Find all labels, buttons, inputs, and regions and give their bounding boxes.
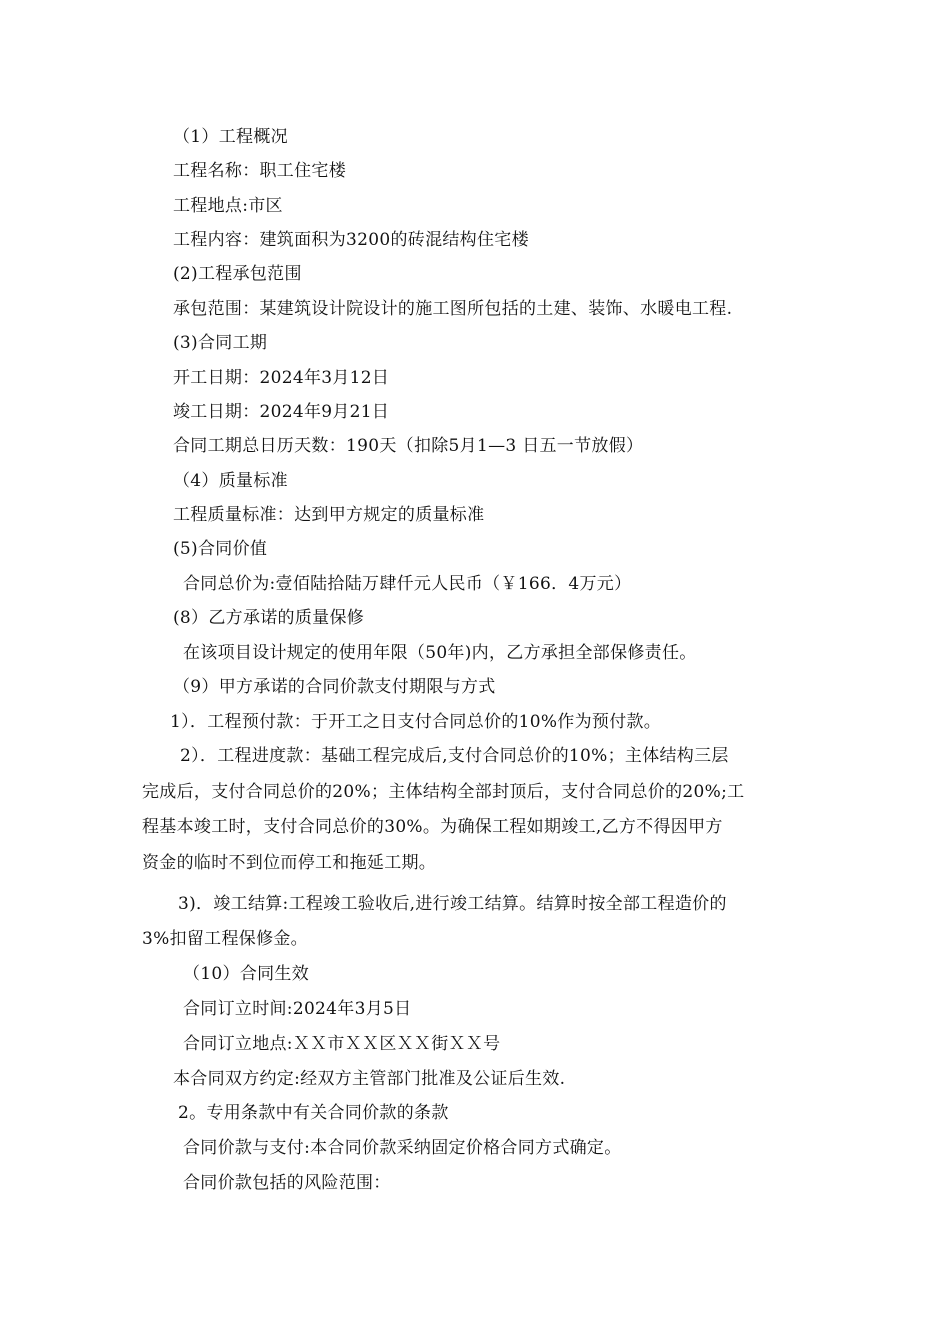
section-heading-payment-terms: （9）甲方承诺的合同价款支付期限与方式 <box>173 677 496 697</box>
project-name-line: 工程名称：职工住宅楼 <box>173 161 346 181</box>
section-heading-quality-standard: （4）质量标准 <box>173 471 288 491</box>
start-date-line: 开工日期：2024年3月12日 <box>173 368 390 388</box>
completion-date-line: 竣工日期：2024年9月21日 <box>173 402 390 422</box>
effective-condition-line: 本合同双方约定:经双方主管部门批准及公证后生效. <box>173 1069 566 1089</box>
contract-scope-line: 承包范围：某建筑设计院设计的施工图所包括的土建、装饰、水暖电工程. <box>173 299 733 319</box>
total-days-line: 合同工期总日历天数：190天（扣除5月1—3 日五一节放假） <box>173 436 644 456</box>
project-location-line: 工程地点:市区 <box>173 196 283 216</box>
progress-payment-line-4: 资金的临时不到位而停工和拖延工期。 <box>142 853 437 873</box>
section-heading-contract-effect: （10）合同生效 <box>183 964 310 984</box>
progress-payment-line-3: 程基本竣工时，支付合同总价的30%。为确保工程如期竣工,乙方不得因甲方 <box>142 817 723 837</box>
progress-payment-line-1: 2）．工程进度款：基础工程完成后,支付合同总价的10%；主体结构三层 <box>180 746 729 766</box>
risk-scope-line: 合同价款包括的风险范围： <box>183 1173 391 1193</box>
progress-payment-line-2: 完成后，支付合同总价的20%；主体结构全部封顶后，支付合同总价的20%;工 <box>142 782 745 802</box>
contract-price-payment-line: 合同价款与支付:本合同价款采纳固定价格合同方式确定。 <box>183 1138 622 1158</box>
section-heading-contract-value: (5)合同价值 <box>173 539 268 559</box>
final-settlement-line-1: 3)．竣工结算:工程竣工验收后,进行竣工结算。结算时按全部工程造价的 <box>178 894 727 914</box>
signing-date-line: 合同订立时间:2024年3月5日 <box>183 999 412 1019</box>
advance-payment-line: 1）．工程预付款：于开工之日支付合同总价的10%作为预付款。 <box>170 712 662 732</box>
signing-location-line: 合同订立地点:ＸＸ市ＸＸ区ＸＸ街ＸＸ号 <box>183 1034 501 1054</box>
project-content-line: 工程内容：建筑面积为3200的砖混结构住宅楼 <box>173 230 529 250</box>
warranty-line: 在该项目设计规定的使用年限（50年)内，乙方承担全部保修责任。 <box>183 643 697 663</box>
section-heading-contract-scope: (2)工程承包范围 <box>173 264 302 284</box>
section-heading-contract-period: (3)合同工期 <box>173 333 268 353</box>
contract-total-price-line: 合同总价为:壹佰陆拾陆万肆仟元人民币（￥166．4万元） <box>183 574 632 594</box>
section-heading-special-clauses: 2。专用条款中有关合同价款的条款 <box>178 1103 449 1123</box>
final-settlement-line-2: 3%扣留工程保修金。 <box>142 929 308 949</box>
section-heading-quality-warranty: (8）乙方承诺的质量保修 <box>173 608 365 628</box>
section-heading-project-overview: （1）工程概况 <box>173 127 288 147</box>
quality-standard-line: 工程质量标准：达到甲方规定的质量标准 <box>173 505 485 525</box>
